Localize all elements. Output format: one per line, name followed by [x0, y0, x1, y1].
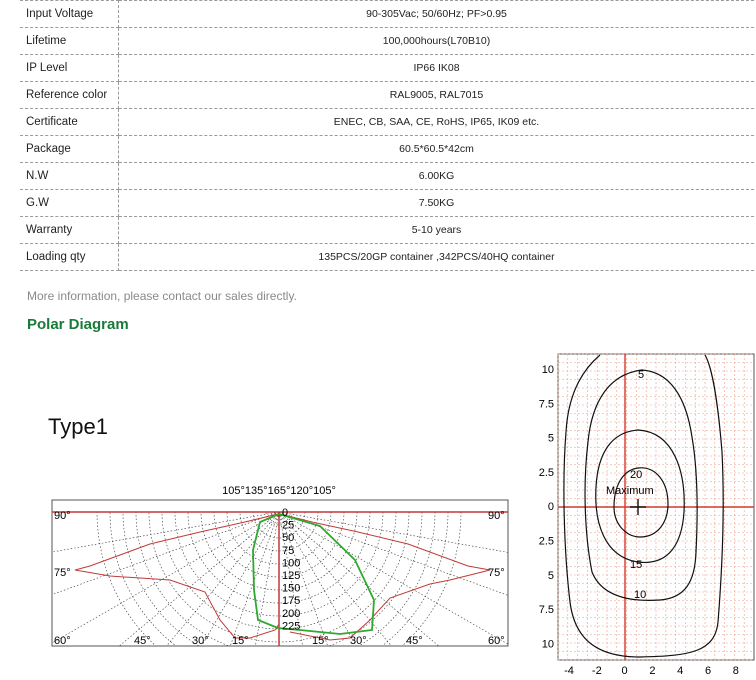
- iso-x-tick: 2: [649, 665, 656, 677]
- label-left-75: 75°: [54, 567, 71, 579]
- spec-row: [20, 190, 754, 217]
- label-bl-15: 15°: [232, 635, 249, 647]
- spec-value: 90-305Vac; 50/60Hz; PF>0.95: [119, 1, 755, 28]
- label-right-75: 75°: [488, 567, 505, 579]
- spec-value: RAL9005, RAL7015: [119, 82, 755, 109]
- polar-top-angles: 105°135°165°120°105°: [222, 485, 336, 497]
- iso-y-tick: 5: [547, 569, 554, 582]
- spec-row: [20, 55, 754, 82]
- iso-y-tick: 2.5: [538, 535, 554, 548]
- label-br-15: 15°: [312, 635, 329, 647]
- label-left-90: 90°: [54, 510, 71, 522]
- label-br-30: 30°: [350, 635, 367, 647]
- spec-row: [20, 1, 754, 28]
- spec-row: [20, 109, 754, 136]
- radial-label: 125: [282, 570, 301, 582]
- iso-y-tick: 7.5: [538, 604, 554, 617]
- radial-label: 50: [282, 532, 295, 545]
- polar-diagram: [50, 480, 510, 650]
- iso-y-tick: 10: [541, 638, 554, 651]
- type-label: Type1: [48, 414, 108, 439]
- iso-y-tick: 10: [541, 364, 554, 376]
- contour-label-15: 15: [630, 559, 643, 571]
- spec-value: ENEC, CB, SAA, CE, RoHS, IP65, IK09 etc.: [119, 109, 755, 136]
- spec-value: 100,000hours(L70B10): [119, 28, 755, 55]
- contact-note: More information, please contact our sales directly.: [27, 289, 297, 303]
- spec-value: 135PCS/20GP container ,342PCS/40HQ container: [119, 244, 755, 271]
- iso-x-tick: 8: [732, 665, 739, 677]
- radial-label: 75: [282, 544, 295, 557]
- iso-diagram: [530, 352, 756, 680]
- c90-curve: [280, 514, 490, 640]
- radial-label: 150: [282, 582, 301, 595]
- radial-label: 175: [282, 595, 301, 608]
- spec-row: [20, 244, 754, 271]
- spec-row: [20, 136, 754, 163]
- polar-diagram-heading: Polar Diagram: [27, 316, 129, 333]
- iso-x-tick: 6: [704, 665, 712, 677]
- label-right-90: 90°: [488, 510, 505, 522]
- spec-value: 5-10 years: [119, 217, 755, 244]
- spec-value: 6.00KG: [119, 163, 755, 190]
- label-br-45: 45°: [406, 635, 423, 647]
- spec-label: Package: [20, 136, 119, 163]
- spec-label: Input Voltage: [20, 1, 119, 28]
- radial-label: 200: [282, 607, 301, 620]
- spec-label: Warranty: [20, 217, 119, 244]
- contour-label-10: 10: [634, 589, 647, 601]
- spec-value: 60.5*60.5*42cm: [119, 136, 755, 163]
- spec-label: N.W: [20, 163, 119, 190]
- maximum-label: Maximum: [606, 485, 654, 497]
- iso-x-tick: -4: [564, 665, 574, 677]
- spec-label: Certificate: [20, 109, 119, 136]
- spec-label: Loading qty: [20, 244, 119, 271]
- radial-label: 0: [282, 507, 289, 519]
- contour-label-20: 20: [630, 469, 643, 481]
- iso-x-tick: 0: [621, 665, 628, 677]
- spec-label: G.W: [20, 190, 119, 217]
- iso-y-tick: 2.5: [538, 466, 554, 479]
- spec-table: [20, 0, 754, 271]
- contour-label-5: 5: [638, 369, 645, 381]
- spec-value: 7.50KG: [119, 190, 755, 217]
- iso-y-tick: 5: [547, 432, 554, 445]
- spec-row: [20, 28, 754, 55]
- spec-label: Lifetime: [20, 28, 119, 55]
- iso-x-tick: 4: [677, 665, 684, 677]
- iso-y-tick: 7.5: [538, 398, 554, 411]
- radial-label: 100: [282, 557, 301, 570]
- iso-x-tick: -2: [591, 665, 602, 677]
- spec-label: Reference color: [20, 82, 119, 109]
- radial-label: 25: [282, 519, 295, 532]
- label-bl-30: 30°: [192, 635, 209, 647]
- spec-row: [20, 217, 754, 244]
- label-left-60: 60°: [54, 635, 71, 647]
- spec-label: IP Level: [20, 55, 119, 82]
- iso-y-tick: 0: [547, 501, 554, 514]
- spec-row: [20, 82, 754, 109]
- spec-value: IP66 IK08: [119, 55, 755, 82]
- radial-label: 225: [282, 620, 301, 633]
- label-right-60: 60°: [488, 635, 505, 647]
- spec-row: [20, 163, 754, 190]
- label-bl-45: 45°: [134, 635, 151, 647]
